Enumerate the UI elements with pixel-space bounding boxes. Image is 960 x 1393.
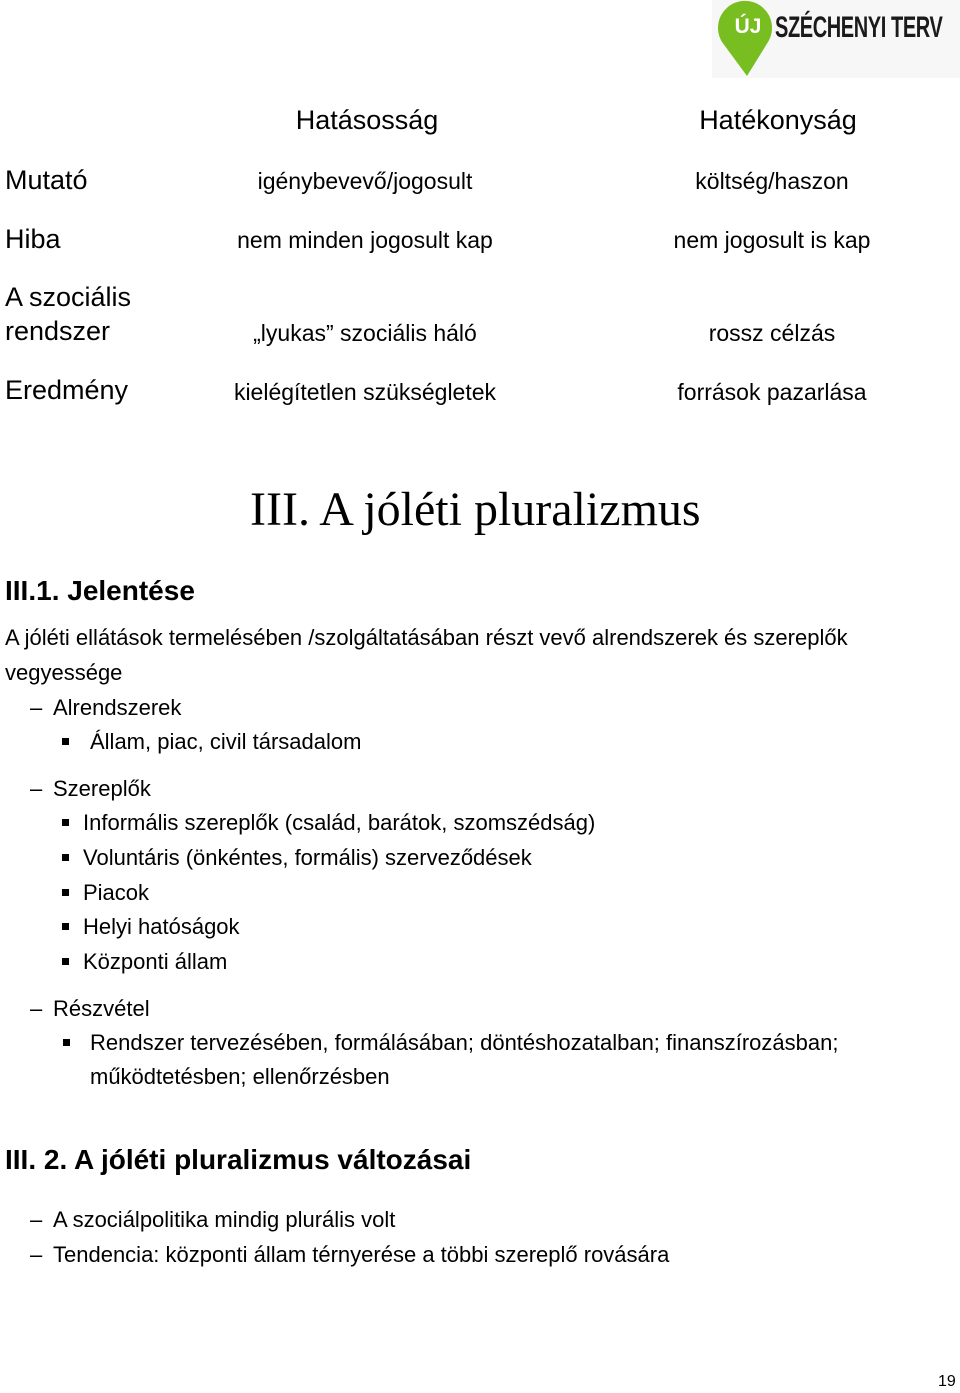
definition-line-2: vegyessége — [5, 660, 123, 685]
cell-error-effectiveness: nem minden jogosult kap — [237, 227, 493, 253]
dash-marker: – — [30, 1207, 43, 1232]
point-2: Tendencia: központi állam térnyerése a többi szereplő rovására — [53, 1242, 670, 1267]
section-2-heading: III. 2. A jóléti pluralizmus változásai — [5, 1144, 472, 1175]
square-bullet-icon — [62, 819, 69, 826]
dash-marker: – — [30, 776, 43, 801]
square-bullet-icon — [62, 889, 69, 896]
list-item: Állam, piac, civil társadalom — [90, 729, 362, 754]
square-bullet-icon — [62, 923, 69, 930]
row-label-result: Eredmény — [5, 375, 129, 405]
list-item: Piacok — [83, 880, 150, 905]
group-title-actors: Szereplők — [53, 776, 151, 801]
row-label-indicator: Mutató — [5, 165, 88, 195]
dash-marker: – — [30, 695, 43, 720]
header-effectiveness: Hatásosság — [295, 105, 439, 135]
list-item: Helyi hatóságok — [83, 914, 240, 939]
cell-result-effectiveness: kielégítetlen szükségletek — [233, 379, 497, 405]
list-item: Informális szereplők (család, barátok, szomszédság) — [83, 810, 596, 835]
list-item-line-1: Rendszer tervezésében, formálásában; döntéshozatalban; finanszírozásban; — [90, 1030, 839, 1055]
page-number: 19 — [938, 1373, 956, 1390]
cell-error-efficiency: nem jogosult is kap — [673, 227, 871, 253]
list-item: Központi állam — [83, 949, 228, 974]
square-bullet-icon — [62, 738, 69, 745]
list-item-line-2: működtetésben; ellenőrzésben — [90, 1064, 390, 1089]
logo-pin-icon — [712, 0, 782, 80]
row-label-system-line1: A szociális — [5, 282, 132, 312]
cell-system-effectiveness: „lyukas” szociális háló — [253, 320, 477, 346]
cell-indicator-effectiveness: igénybevevő/jogosult — [257, 168, 473, 194]
point-1: A szociálpolitika mindig plurális volt — [53, 1207, 396, 1232]
list-item: Voluntáris (önkéntes, formális) szerveződések — [83, 845, 532, 870]
dash-marker: – — [30, 1242, 43, 1267]
square-bullet-icon — [62, 854, 69, 861]
section-1-heading: III.1. Jelentése — [5, 575, 195, 606]
group-title-participation: Részvétel — [53, 996, 150, 1021]
row-label-system-line2: rendszer — [5, 316, 111, 346]
definition-line-1: A jóléti ellátások termelésében /szolgáltatásában részt vevő alrendszerek és szereplők — [5, 625, 848, 650]
chapter-title: III. A jóléti pluralizmus — [250, 483, 701, 536]
cell-result-efficiency: források pazarlása — [677, 379, 867, 405]
logo-badge-text: ÚJ — [734, 15, 762, 38]
logo-name: SZÉCHENYI TERV — [775, 11, 943, 45]
row-label-error: Hiba — [5, 224, 61, 254]
cell-indicator-efficiency: költség/haszon — [695, 168, 849, 194]
square-bullet-icon — [62, 958, 69, 965]
group-title-subsystems: Alrendszerek — [53, 695, 182, 720]
square-bullet-icon — [63, 1039, 70, 1046]
dash-marker: – — [30, 996, 43, 1021]
cell-system-efficiency: rossz célzás — [708, 320, 836, 346]
header-efficiency: Hatékonyság — [699, 105, 857, 135]
